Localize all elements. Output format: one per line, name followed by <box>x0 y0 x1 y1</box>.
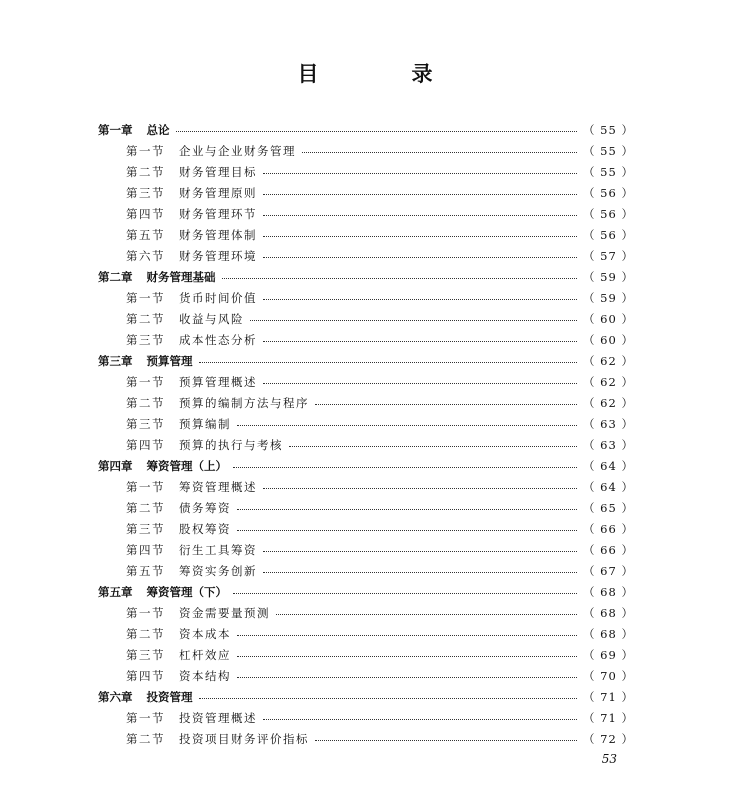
page-reference: （ 68 ） <box>583 605 634 620</box>
entry-label <box>126 437 283 453</box>
dot-leader <box>276 613 577 615</box>
entry-label <box>126 311 244 327</box>
page-reference: （ 62 ） <box>583 395 634 410</box>
entry-label <box>126 206 257 222</box>
section-title: 衍生工具筹资 <box>179 542 257 557</box>
section-number: 第一节 <box>126 374 165 389</box>
section-title: 资本成本 <box>179 626 231 641</box>
toc-section-entry[interactable] <box>0 140 730 161</box>
page-reference: （ 60 ） <box>583 311 634 326</box>
section-title: 货币时间价值 <box>179 290 257 305</box>
entry-label <box>126 647 231 663</box>
page-reference: （ 62 ） <box>583 374 634 389</box>
section-title: 财务管理目标 <box>179 164 257 179</box>
page-reference: （ 59 ） <box>583 269 634 284</box>
section-title: 预算的编制方法与程序 <box>179 395 309 410</box>
entry-label <box>126 605 270 621</box>
section-number: 第六节 <box>126 248 165 263</box>
chapter-title: 筹资管理（下） <box>146 584 227 599</box>
dot-leader <box>237 655 577 657</box>
section-number: 第二节 <box>126 500 165 515</box>
entry-label <box>126 332 257 348</box>
section-title: 资金需要量预测 <box>179 605 270 620</box>
entry-label <box>98 353 193 369</box>
section-number: 第一节 <box>126 605 165 620</box>
section-number: 第一节 <box>126 143 165 158</box>
page-reference: （ 66 ） <box>583 542 634 557</box>
dot-leader <box>263 214 577 216</box>
page-reference: （ 64 ） <box>583 458 634 473</box>
dot-leader <box>263 235 577 237</box>
toc-section-entry[interactable] <box>0 161 730 182</box>
section-number: 第二节 <box>126 731 165 746</box>
toc-chapter-entry[interactable] <box>0 350 730 371</box>
toc-chapter-entry[interactable] <box>0 581 730 602</box>
dot-leader <box>233 466 577 468</box>
page-reference: （ 68 ） <box>583 626 634 641</box>
entry-label <box>126 248 257 264</box>
entry-label <box>98 689 193 705</box>
dot-leader <box>233 592 577 594</box>
toc-chapter-entry[interactable] <box>0 455 730 476</box>
section-number: 第三节 <box>126 185 165 200</box>
dot-leader <box>199 361 578 363</box>
toc-chapter-entry[interactable] <box>0 119 730 140</box>
toc-section-entry[interactable] <box>0 518 730 539</box>
section-number: 第三节 <box>126 647 165 662</box>
dot-leader <box>250 319 577 321</box>
toc-chapter-entry[interactable] <box>0 266 730 287</box>
page-reference: （ 63 ） <box>583 416 634 431</box>
chapter-number: 第四章 <box>98 458 133 473</box>
dot-leader <box>263 571 577 573</box>
entry-label <box>126 374 257 390</box>
dot-leader <box>263 382 577 384</box>
dot-leader <box>263 718 577 720</box>
entry-label <box>126 185 257 201</box>
page-reference: （ 70 ） <box>583 668 634 683</box>
toc-section-entry[interactable] <box>0 308 730 329</box>
entry-label <box>98 584 227 600</box>
chapter-title: 财务管理基础 <box>146 269 216 284</box>
toc-section-entry[interactable] <box>0 287 730 308</box>
toc-section-entry[interactable] <box>0 539 730 560</box>
section-number: 第三节 <box>126 416 165 431</box>
section-title: 成本性态分析 <box>179 332 257 347</box>
chapter-number: 第二章 <box>98 269 133 284</box>
entry-label <box>126 668 231 684</box>
page-reference: （ 55 ） <box>583 164 634 179</box>
dot-leader <box>263 256 577 258</box>
entry-label <box>126 710 257 726</box>
dot-leader <box>199 697 578 699</box>
dot-leader <box>237 676 577 678</box>
section-number: 第五节 <box>126 227 165 242</box>
toc-chapter-entry[interactable] <box>0 686 730 707</box>
entry-label <box>98 458 227 474</box>
chapter-number: 第六章 <box>98 689 133 704</box>
entry-label <box>126 227 257 243</box>
page-reference: （ 67 ） <box>583 563 634 578</box>
section-title: 筹资实务创新 <box>179 563 257 578</box>
page-reference: （ 68 ） <box>583 584 634 599</box>
section-number: 第三节 <box>126 521 165 536</box>
dot-leader <box>237 634 577 636</box>
toc-section-entry[interactable] <box>0 245 730 266</box>
toc-section-entry[interactable] <box>0 434 730 455</box>
page-reference: （ 64 ） <box>583 479 634 494</box>
dot-leader <box>315 403 577 405</box>
page-reference: （ 69 ） <box>583 647 634 662</box>
page-reference: （ 63 ） <box>583 437 634 452</box>
dot-leader <box>315 739 577 741</box>
page-reference: （ 56 ） <box>583 206 634 221</box>
toc-section-entry[interactable] <box>0 224 730 245</box>
dot-leader <box>222 277 578 279</box>
section-title: 杠杆效应 <box>179 647 231 662</box>
section-title: 股权筹资 <box>179 521 231 536</box>
toc-section-entry[interactable] <box>0 728 730 749</box>
chapter-title: 总论 <box>146 122 170 137</box>
section-title: 财务管理环境 <box>179 248 257 263</box>
toc-section-entry[interactable] <box>0 203 730 224</box>
dot-leader <box>263 172 577 174</box>
dot-leader <box>263 487 577 489</box>
page-reference: （ 60 ） <box>583 332 634 347</box>
section-title: 预算编制 <box>179 416 231 431</box>
toc-section-entry[interactable] <box>0 707 730 728</box>
chapter-number: 第一章 <box>98 122 133 137</box>
toc-section-entry[interactable] <box>0 371 730 392</box>
entry-label <box>126 542 257 558</box>
dot-leader <box>263 550 577 552</box>
dot-leader <box>237 529 577 531</box>
entry-label <box>98 269 216 285</box>
page-reference: （ 56 ） <box>583 227 634 242</box>
toc-section-entry[interactable] <box>0 665 730 686</box>
chapter-title: 投资管理 <box>146 689 193 704</box>
section-title: 收益与风险 <box>179 311 244 326</box>
section-number: 第四节 <box>126 668 165 683</box>
toc-section-entry[interactable] <box>0 329 730 350</box>
section-title: 筹资管理概述 <box>179 479 257 494</box>
toc-section-entry[interactable] <box>0 623 730 644</box>
entry-label <box>126 500 231 516</box>
section-number: 第二节 <box>126 311 165 326</box>
section-number: 第五节 <box>126 563 165 578</box>
section-number: 第二节 <box>126 626 165 641</box>
page-reference: （ 65 ） <box>583 500 634 515</box>
chapter-title: 筹资管理（上） <box>146 458 227 473</box>
section-title: 财务管理体制 <box>179 227 257 242</box>
section-number: 第四节 <box>126 206 165 221</box>
section-title: 预算管理概述 <box>179 374 257 389</box>
entry-label <box>126 395 309 411</box>
page-reference: （ 71 ） <box>583 689 634 704</box>
section-number: 第一节 <box>126 290 165 305</box>
toc-section-entry[interactable] <box>0 476 730 497</box>
page-reference: （ 59 ） <box>583 290 634 305</box>
section-number: 第一节 <box>126 479 165 494</box>
section-number: 第四节 <box>126 542 165 557</box>
section-title: 资本结构 <box>179 668 231 683</box>
dot-leader <box>263 340 577 342</box>
section-title: 预算的执行与考核 <box>179 437 283 452</box>
entry-label <box>126 563 257 579</box>
section-title: 债务筹资 <box>179 500 231 515</box>
section-number: 第一节 <box>126 710 165 725</box>
chapter-title: 预算管理 <box>146 353 193 368</box>
dot-leader <box>302 151 577 153</box>
page-title: 目 录 <box>297 62 469 86</box>
dot-leader <box>289 445 577 447</box>
entry-label <box>126 521 231 537</box>
section-number: 第四节 <box>126 437 165 452</box>
page-reference: （ 55 ） <box>583 122 634 137</box>
entry-label <box>126 626 231 642</box>
section-title: 投资管理概述 <box>179 710 257 725</box>
section-title: 财务管理环节 <box>179 206 257 221</box>
entry-label <box>126 143 296 159</box>
section-title: 企业与企业财务管理 <box>179 143 296 158</box>
toc-section-entry[interactable] <box>0 497 730 518</box>
entry-label <box>126 479 257 495</box>
section-number: 第二节 <box>126 164 165 179</box>
page-reference: （ 72 ） <box>583 731 634 746</box>
entry-label <box>98 122 170 138</box>
toc-section-entry[interactable] <box>0 182 730 203</box>
dot-leader <box>263 298 577 300</box>
section-title: 财务管理原则 <box>179 185 257 200</box>
toc-section-entry[interactable] <box>0 644 730 665</box>
toc-section-entry[interactable] <box>0 560 730 581</box>
toc-section-entry[interactable] <box>0 392 730 413</box>
entry-label <box>126 731 309 747</box>
dot-leader <box>176 130 578 132</box>
dot-leader <box>263 193 577 195</box>
page-reference: （ 55 ） <box>583 143 634 158</box>
page-reference: （ 71 ） <box>583 710 634 725</box>
toc-section-entry[interactable] <box>0 413 730 434</box>
chapter-number: 第三章 <box>98 353 133 368</box>
page-reference: （ 66 ） <box>583 521 634 536</box>
dot-leader <box>237 508 577 510</box>
section-number: 第三节 <box>126 332 165 347</box>
page-reference: （ 57 ） <box>583 248 634 263</box>
entry-label <box>126 164 257 180</box>
toc-section-entry[interactable] <box>0 602 730 623</box>
page-reference: （ 62 ） <box>583 353 634 368</box>
chapter-number: 第五章 <box>98 584 133 599</box>
page-number: 53 <box>601 752 617 766</box>
section-number: 第二节 <box>126 395 165 410</box>
entry-label <box>126 290 257 306</box>
entry-label <box>126 416 231 432</box>
section-title: 投资项目财务评价指标 <box>179 731 309 746</box>
page-reference: （ 56 ） <box>583 185 634 200</box>
dot-leader <box>237 424 577 426</box>
